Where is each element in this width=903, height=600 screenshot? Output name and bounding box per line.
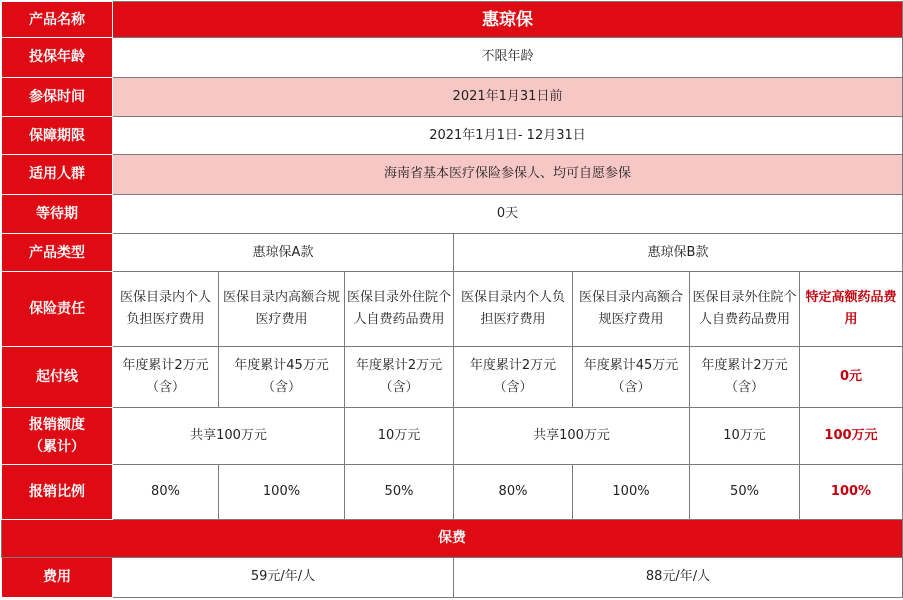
- label-limit-line2: （累计）: [29, 439, 85, 456]
- row-age: [2, 38, 903, 77]
- row-waiting: [2, 194, 903, 233]
- coverage-b-special-drug: 特定高额药品费用: [800, 272, 903, 347]
- period-value: 2021年1月1日- 12月31日: [113, 116, 903, 154]
- coverage-a-inside-high: 医保目录内高额合规医疗费用: [219, 272, 345, 347]
- ratio-b-1: 80%: [454, 464, 573, 519]
- deductible-a-3: 年度累计2万元（含）: [345, 346, 454, 408]
- ratio-a-1: 80%: [113, 464, 219, 519]
- waiting-value: 0天: [113, 194, 903, 233]
- deductible-b-1: 年度累计2万元（含）: [454, 346, 573, 408]
- label-limit: [2, 408, 113, 464]
- ratio-a-3: 50%: [345, 464, 454, 519]
- label-fee: 费用: [2, 557, 113, 597]
- label-enroll-time: 参保时间: [2, 77, 113, 116]
- row-limit: [2, 408, 903, 464]
- ratio-a-2: 100%: [219, 464, 345, 519]
- limit-a-outside: 10万元: [345, 408, 454, 464]
- plan-a-name: 惠琼保A款: [113, 233, 454, 271]
- label-eligible: 适用人群: [2, 155, 113, 194]
- insurance-comparison-table: [1, 1, 903, 598]
- row-eligible: [2, 155, 903, 194]
- deductible-a-2: 年度累计45万元（含）: [219, 346, 345, 408]
- label-limit-line1: 报销额度: [29, 417, 85, 434]
- coverage-b-inside-personal: 医保目录内个人负担医疗费用: [454, 272, 573, 347]
- ratio-b-3: 50%: [690, 464, 800, 519]
- deductible-a-1: 年度累计2万元（含）: [113, 346, 219, 408]
- deductible-b-special: 0元: [800, 346, 903, 408]
- fee-b: 88元/年/人: [454, 557, 903, 597]
- deductible-b-2: 年度累计45万元（含）: [573, 346, 690, 408]
- label-deductible: 起付线: [2, 346, 113, 408]
- row-ratio: [2, 464, 903, 519]
- limit-b-special: 100万元: [800, 408, 903, 464]
- plan-b-name: 惠琼保B款: [454, 233, 903, 271]
- premium-section-title: 保费: [2, 520, 903, 557]
- coverage-b-inside-high: 医保目录内高额合规医疗费用: [573, 272, 690, 347]
- label-ratio: 报销比例: [2, 464, 113, 519]
- limit-b-shared: 共享100万元: [454, 408, 690, 464]
- coverage-a-inside-personal: 医保目录内个人负担医疗费用: [113, 272, 219, 347]
- label-coverage: 保险责任: [2, 272, 113, 347]
- limit-a-shared: 共享100万元: [113, 408, 345, 464]
- label-age: 投保年龄: [2, 38, 113, 77]
- label-type: 产品类型: [2, 233, 113, 271]
- row-product-name: [2, 2, 903, 38]
- deductible-b-3: 年度累计2万元（含）: [690, 346, 800, 408]
- label-period: 保障期限: [2, 116, 113, 154]
- label-waiting: 等待期: [2, 194, 113, 233]
- row-type: [2, 233, 903, 271]
- row-enroll-time: [2, 77, 903, 116]
- limit-b-outside: 10万元: [690, 408, 800, 464]
- eligible-value: 海南省基本医疗保险参保人、均可自愿参保: [113, 155, 903, 194]
- coverage-a-outside: 医保目录外住院个人自费药品费用: [345, 272, 454, 347]
- ratio-b-2: 100%: [573, 464, 690, 519]
- fee-a: 59元/年/人: [113, 557, 454, 597]
- label-product-name: 产品名称: [2, 2, 113, 38]
- row-fee: [2, 557, 903, 597]
- row-coverage: [2, 272, 903, 347]
- product-name-value: 惠琼保: [113, 2, 903, 38]
- coverage-b-outside: 医保目录外住院个人自费药品费用: [690, 272, 800, 347]
- age-value: 不限年龄: [113, 38, 903, 77]
- row-deductible: [2, 346, 903, 408]
- enroll-time-value: 2021年1月31日前: [113, 77, 903, 116]
- row-period: [2, 116, 903, 154]
- ratio-b-special: 100%: [800, 464, 903, 519]
- row-premium-section: [2, 520, 903, 557]
